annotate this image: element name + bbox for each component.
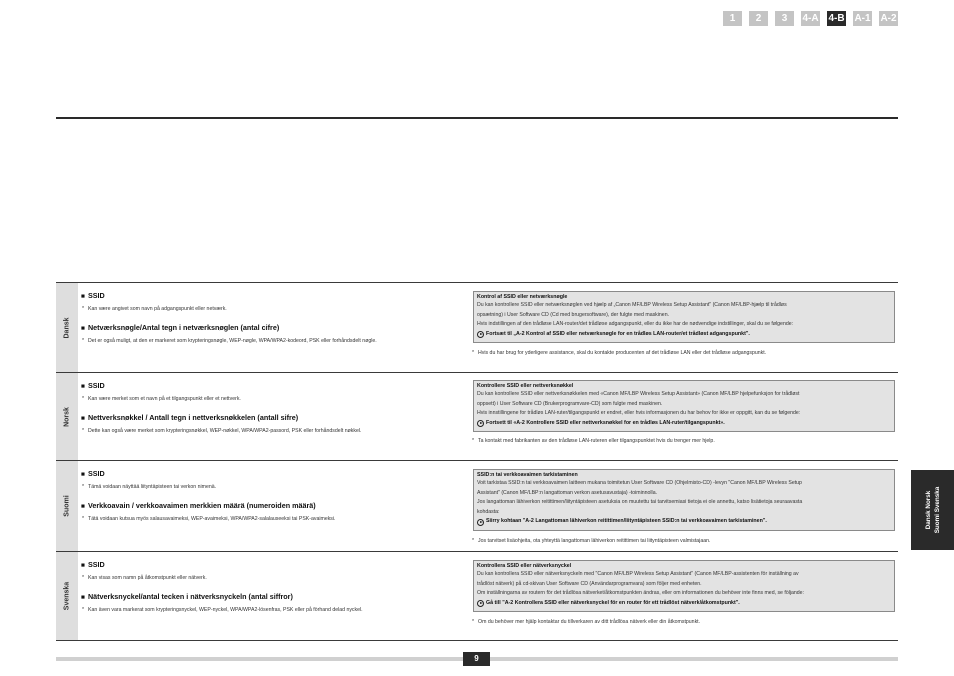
tab-a2[interactable]: A-2 bbox=[880, 13, 897, 24]
box-line: Du kan kontrollere SSID eller netværksnøglen ved hjælp af „Canon MF/LBP Wireless Setup Assistant" (Canon MF/LBP-hjælp til trådløs bbox=[477, 302, 787, 308]
box-title: Kontrol af SSID eller netværksnøgle bbox=[477, 294, 568, 300]
assistance-note: * Ta kontakt med fabrikanten av den trådløse LAN-ruteren eller tilgangspunktet hvis du trenger mer hjelp. bbox=[472, 438, 715, 444]
assistance-note: * Jos tarvitset lisäohjeita, ota yhteyttä langattoman lähiverkon reitittimen tai liityntäpisteen valmistajaan. bbox=[472, 538, 711, 544]
box-line: Hvis indstillingen af den trådløse LAN-router/det trådløse adgangspunkt, eller du ikke har de nødvendige indstillinger, skal du se følgende: bbox=[477, 321, 794, 328]
side-tab-text bbox=[924, 487, 942, 534]
language-label: Norsk bbox=[63, 406, 71, 427]
side-tab-line: Suomi Svenska bbox=[933, 486, 941, 534]
ssid-note: * Kan være merket som et navn på et tilgangspunkt eller et nettverk. bbox=[82, 396, 241, 402]
tab-4b[interactable]: 4-B bbox=[828, 13, 845, 24]
section-svenska bbox=[56, 551, 898, 641]
box-title: Kontrollere SSID eller nettverksnøkkel bbox=[477, 383, 574, 389]
info-column bbox=[81, 469, 459, 522]
language-label: Svenska bbox=[63, 581, 71, 611]
box-reference: Fortsett til «A-2 Kontrollere SSID eller nettverksnøkkel for en trådløs LAN-ruter/tilgangspunkt». bbox=[477, 419, 890, 429]
ssid-note: * Kan visas som namn på åtkomstpunkt eller nätverk. bbox=[82, 575, 207, 581]
ssid-heading: ■ SSID bbox=[81, 291, 105, 300]
ssid-note: * Tämä voidaan näyttää liityntäpisteen tai verkon nimenä. bbox=[82, 484, 217, 490]
key-heading: ■ Netværksnøgle/Antal tegn i netværksnøglen (antal cifre) bbox=[81, 323, 280, 332]
tab-a1[interactable]: A-1 bbox=[854, 13, 871, 24]
check-info-box bbox=[473, 291, 895, 343]
key-note: * Kan även vara markerat som krypteringsnyckel, WEP-nyckel, WPA/WPA2-lösenfras, PSK eller på förhand delad nyckel. bbox=[82, 607, 363, 613]
box-line: opsætning) i User Software CD (Cd med brugersoftware), der fulgte med maskinen. bbox=[477, 311, 670, 318]
arrow-right-icon bbox=[477, 331, 484, 338]
language-side-tab[interactable] bbox=[911, 470, 954, 550]
box-line: oppsett) i User Software CD (Brukerprogramvare-CD) som fulgte med maskinen. bbox=[477, 400, 663, 407]
check-info-box bbox=[473, 560, 895, 612]
check-info-box bbox=[473, 380, 895, 432]
assistance-note: * Hvis du har brug for yderligere assistance, skal du kontakte producenten af det trådløse LAN eller det trådløse adgangspunkt. bbox=[472, 350, 767, 356]
info-column bbox=[81, 560, 459, 613]
assistance-note: * Om du behöver mer hjälp kontaktar du tillverkaren av ditt trådlösa nätverk eller din åtkomstpunkt. bbox=[472, 619, 701, 625]
box-line: Jos langattoman lähiverkon reitittimen/liityntäpisteen asetuksia on muutettu tai tarvitsemiasi tietoja ei ole annettu, katso lisätietoja seuraavasta bbox=[477, 499, 803, 506]
box-title: SSID:n tai verkkoavaimen tarkistaminen bbox=[477, 472, 578, 478]
tab-3[interactable]: 3 bbox=[775, 11, 794, 26]
top-divider bbox=[56, 117, 898, 119]
key-note: * Tätä voidaan kutsua myös salausavaimeksi, WEP-avaimeksi, WPA/WPA2-salalauseeksi tai PSK-avaimeksi. bbox=[82, 516, 336, 522]
tab-1[interactable]: 1 bbox=[723, 11, 742, 26]
key-heading: ■ Nätverksnyckel/antal tecken i nätverksnyckeln (antal siffror) bbox=[81, 592, 293, 601]
language-column bbox=[56, 373, 78, 460]
side-tab-line: Dansk Norsk bbox=[924, 490, 932, 530]
key-note: * Dette kan også være merket som krypteringsnøkkel, WEP-nøkkel, WPA/WPA2-passord, PSK eller forhåndsdelt nøkkel. bbox=[82, 428, 362, 434]
section-dansk bbox=[56, 282, 898, 372]
section-suomi bbox=[56, 460, 898, 551]
ssid-heading: ■ SSID bbox=[81, 381, 105, 390]
check-info-box bbox=[473, 469, 895, 531]
box-line: trådlöst nätverk) på cd-skivan User Software CD (Användarprogramvara) som följer med enheten. bbox=[477, 580, 702, 587]
ssid-heading: ■ SSID bbox=[81, 560, 105, 569]
info-column bbox=[81, 291, 459, 344]
box-line: Assistant" (Canon MF/LBP:n langattoman verkon asetusavustaja) -toiminnolla. bbox=[477, 489, 658, 496]
ssid-note: * Kan være angivet som navn på adgangspunkt eller netværk. bbox=[82, 306, 227, 312]
box-line: Hvis innstillingene for trådløs LAN-ruter/tilgangspunkt er endret, eller hvis informasjonen du har behov for ikke er oppgitt, kan du se følgende: bbox=[477, 410, 801, 417]
box-line: Om inställningarna av routern för det trådlösa nätverket/åtkomstpunkten ändras, eller om informationen du behöver inte finns med, se följande: bbox=[477, 590, 804, 597]
arrow-right-icon bbox=[477, 600, 484, 607]
arrow-right-icon bbox=[477, 420, 484, 427]
box-line: Voit tarkistaa SSID:n tai verkkoavaimen laitteen mukana toimitetun User Software CD (Ohjelmisto-CD) -levyn "Canon MF/LBP Wireless Setup bbox=[477, 480, 802, 486]
section-norsk bbox=[56, 372, 898, 460]
key-heading: ■ Verkkoavain / verkkoavaimen merkkien määrä (numeroiden määrä) bbox=[81, 501, 316, 510]
box-reference: Gå till "A-2 Kontrollera SSID eller nätverksnyckel för en router för ett trådlöst nätverk/åtkomstpunkt". bbox=[477, 599, 890, 609]
page-number: 9 bbox=[463, 652, 490, 666]
box-title: Kontrollera SSID eller nätverksnyckel bbox=[477, 563, 572, 569]
tab-4a[interactable]: 4-A bbox=[802, 13, 819, 24]
box-reference: Fortsæt til „A-2 Kontrol af SSID eller netværksnøgle for en trådløs LAN-router/et trådløst adgangspunkt". bbox=[477, 330, 890, 340]
arrow-right-icon bbox=[477, 519, 484, 526]
key-heading: ■ Nettverksnøkkel / Antall tegn i nettverksnøkkelen (antall sifre) bbox=[81, 413, 299, 422]
language-label: Dansk bbox=[63, 316, 71, 339]
language-label: Suomi bbox=[63, 495, 71, 517]
tab-2[interactable]: 2 bbox=[749, 11, 768, 26]
box-line: kohdasta: bbox=[477, 508, 500, 515]
info-column bbox=[81, 381, 459, 434]
box-reference: Siirry kohtaan "A-2 Langattoman lähiverkon reitittimen/liityntäpisteen SSID:n tai verkkoavaimen tarkistaminen". bbox=[477, 517, 890, 527]
ssid-heading: ■ SSID bbox=[81, 469, 105, 478]
key-note: * Det er også muligt, at den er markeret som krypteringsnøgle, WEP-nøgle, WPA/WPA2-kodeord, PSK eller forhåndsdelt nøgle. bbox=[82, 338, 377, 344]
language-column bbox=[56, 283, 78, 372]
language-column bbox=[56, 552, 78, 640]
box-line: Du kan kontrollere SSID eller nettverksnøkkelen med «Canon MF/LBP Wireless Setup Assistant» (Canon MF/LBP hjelpefunksjon for trådløst bbox=[477, 391, 800, 397]
language-column bbox=[56, 461, 78, 551]
box-line: Du kan kontrollera SSID eller nätverksnyckeln med "Canon MF/LBP Wireless Setup Assistant" (Canon MF/LBP-assistenten för inställning av bbox=[477, 571, 799, 577]
